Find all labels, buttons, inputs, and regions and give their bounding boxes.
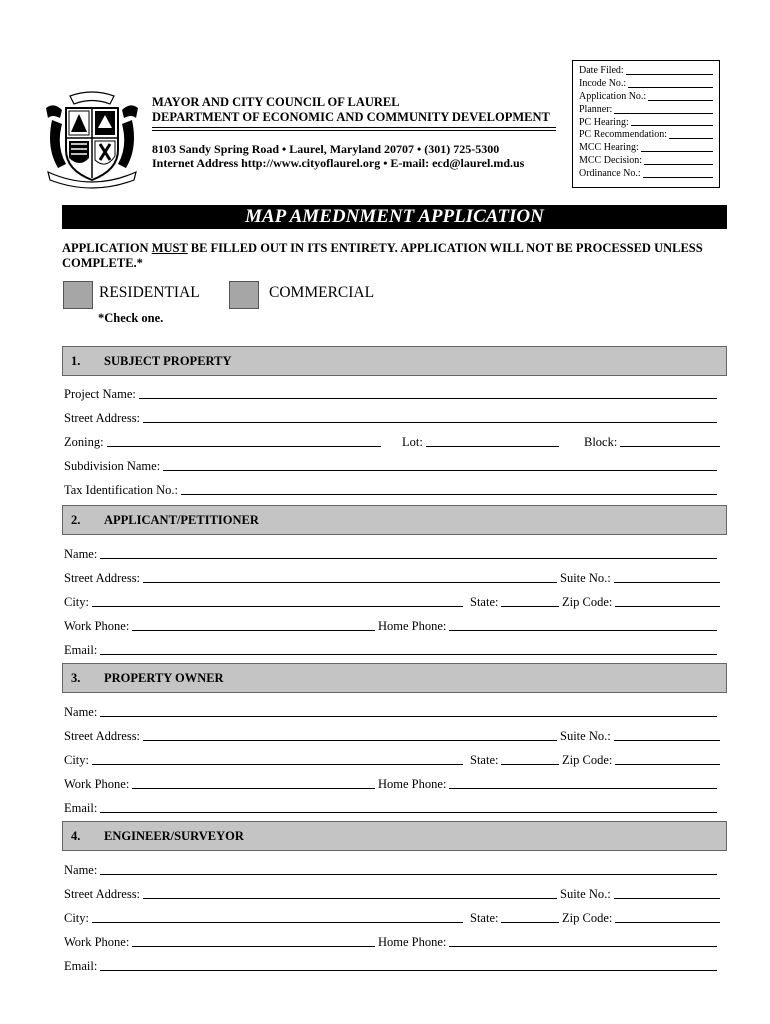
applicant-email-field[interactable]: Email: (64, 640, 720, 658)
engineer-address-row (64, 884, 720, 902)
engineer-state-field[interactable]: State: (470, 911, 562, 926)
owner-name-field[interactable]: Name: (64, 702, 720, 720)
applicant-suite-field[interactable]: Suite No.: (560, 571, 720, 586)
office-field-date-filed[interactable]: Date Filed: (579, 65, 719, 78)
owner-home-phone-field[interactable]: Home Phone: (378, 777, 720, 792)
owner-work-phone-field[interactable]: Work Phone: (64, 777, 378, 792)
commercial-label: COMMERCIAL (269, 284, 375, 301)
applicant-phone-row (64, 616, 720, 634)
form-title: MAP AMEDNMENT APPLICATION (62, 205, 727, 229)
zoning-field[interactable]: Zoning: (64, 435, 384, 450)
office-field-pc-recommendation[interactable]: PC Recommendation: (579, 129, 719, 142)
section-header-subject-property: 1. SUBJECT PROPERTY (62, 346, 727, 376)
applicant-street-address-field[interactable]: Street Address: (64, 571, 560, 586)
engineer-email-field[interactable]: Email: (64, 956, 720, 974)
owner-zip-field[interactable]: Zip Code: (562, 753, 720, 768)
office-field-application-no[interactable]: Application No.: (579, 91, 719, 104)
section-header-applicant: 2. APPLICANT/PETITIONER (62, 505, 727, 535)
residential-label: RESIDENTIAL (99, 284, 200, 301)
owner-phone-row (64, 774, 720, 792)
owner-address-row (64, 726, 720, 744)
owner-email-field[interactable]: Email: (64, 798, 720, 816)
office-field-pc-hearing[interactable]: PC Hearing: (579, 117, 719, 130)
completion-notice: APPLICATION MUST BE FILLED OUT IN ITS ENTIRETY. APPLICATION WILL NOT BE PROCESSED UNLESS COMPLETE.* (62, 241, 703, 270)
owner-street-address-field[interactable]: Street Address: (64, 729, 560, 744)
applicant-address-row (64, 568, 720, 586)
owner-city-field[interactable]: City: (64, 753, 466, 768)
applicant-work-phone-field[interactable]: Work Phone: (64, 619, 378, 634)
owner-state-field[interactable]: State: (470, 753, 562, 768)
subject-street-address-field[interactable]: Street Address: (64, 408, 720, 426)
applicant-city-field[interactable]: City: (64, 595, 466, 610)
applicant-city-row (64, 592, 720, 610)
engineer-street-address-field[interactable]: Street Address: (64, 887, 560, 902)
engineer-zip-field[interactable]: Zip Code: (562, 911, 720, 926)
office-field-planner[interactable]: Planner: (579, 104, 719, 117)
lot-field[interactable]: Lot: (402, 435, 562, 450)
office-field-incode[interactable]: Incode No.: (579, 78, 719, 91)
block-field[interactable]: Block: (584, 435, 720, 450)
office-use-box (572, 60, 720, 188)
header-rule-bottom (152, 130, 556, 131)
project-name-field[interactable]: Project Name: (64, 384, 720, 402)
owner-suite-field[interactable]: Suite No.: (560, 729, 720, 744)
commercial-checkbox[interactable] (229, 281, 259, 309)
engineer-city-field[interactable]: City: (64, 911, 466, 926)
office-field-mcc-decision[interactable]: MCC Decision: (579, 155, 719, 168)
city-seal-icon (40, 88, 144, 192)
residential-checkbox[interactable] (63, 281, 93, 309)
zoning-lot-block-row (64, 432, 720, 450)
engineer-phone-row (64, 932, 720, 950)
engineer-work-phone-field[interactable]: Work Phone: (64, 935, 378, 950)
address-line: 8103 Sandy Spring Road • Laurel, Maryland 20707 • (301) 725-5300 (152, 142, 500, 156)
subdivision-name-field[interactable]: Subdivision Name: (64, 456, 720, 474)
applicant-name-field[interactable]: Name: (64, 544, 720, 562)
applicant-zip-field[interactable]: Zip Code: (562, 595, 720, 610)
engineer-suite-field[interactable]: Suite No.: (560, 887, 720, 902)
section-header-property-owner: 3. PROPERTY OWNER (62, 663, 727, 693)
engineer-name-field[interactable]: Name: (64, 860, 720, 878)
owner-city-row (64, 750, 720, 768)
org-line-2: DEPARTMENT OF ECONOMIC AND COMMUNITY DEVELOPMENT (152, 110, 550, 124)
internet-line: Internet Address http://www.cityoflaurel.org • E-mail: ecd@laurel.md.us (152, 156, 525, 170)
office-field-ordinance-no[interactable]: Ordinance No.: (579, 168, 719, 181)
engineer-city-row (64, 908, 720, 926)
office-field-mcc-hearing[interactable]: MCC Hearing: (579, 142, 719, 155)
applicant-state-field[interactable]: State: (470, 595, 562, 610)
applicant-home-phone-field[interactable]: Home Phone: (378, 619, 720, 634)
org-line-1: MAYOR AND CITY COUNCIL OF LAUREL (152, 95, 400, 109)
header-rule-top (152, 127, 556, 128)
section-header-engineer-surveyor: 4. ENGINEER/SURVEYOR (62, 821, 727, 851)
check-one-note: *Check one. (98, 311, 164, 325)
engineer-home-phone-field[interactable]: Home Phone: (378, 935, 720, 950)
tax-id-field[interactable]: Tax Identification No.: (64, 480, 720, 498)
